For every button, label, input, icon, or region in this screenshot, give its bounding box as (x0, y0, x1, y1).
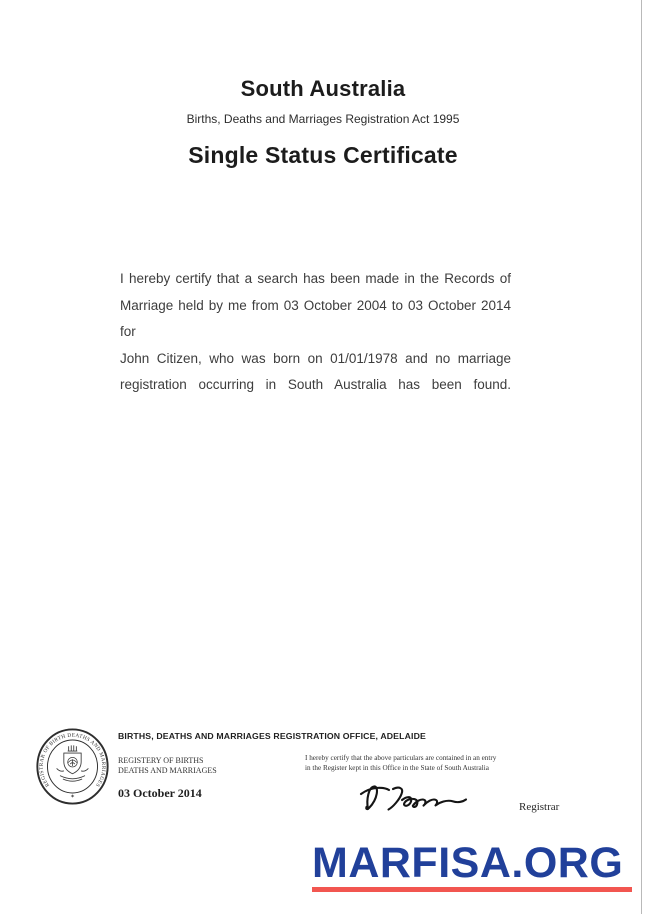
certify-note (305, 754, 496, 773)
brand-logo (312, 841, 634, 892)
brand-wordmark: MARFISA.ORG (312, 839, 624, 887)
office-heading: BIRTHS, DEATHS AND MARRIAGES REGISTRATION OFFICE, ADELAIDE (118, 731, 426, 741)
certificate-body-line: John Citizen, who was born on 01/01/1978 and no marriage (120, 350, 511, 366)
registry-name-line: REGISTERY OF BIRTHS (118, 756, 204, 765)
registrar-signature-icon (356, 777, 484, 819)
registrar-signature-text (0, 0, 1, 1)
seal-banner-ornament (60, 776, 85, 782)
registry-name (118, 756, 217, 775)
brand-underline (312, 887, 632, 892)
registrar-label: Registrar (519, 801, 560, 813)
registry-name-line: DEATHS AND MARRIAGES (118, 765, 217, 775)
certificate-body-line: I hereby certify that a search has been made in the Records of (120, 271, 511, 286)
seal-star-icon: ✶ (70, 793, 75, 800)
registrar-seal-icon (34, 725, 111, 808)
certificate-body-line: Marriage held by me from 03 October 2004 to 03 October 2014 for (120, 297, 511, 339)
page-edge-divider (641, 0, 642, 914)
coat-of-arms-icon (57, 745, 89, 781)
certify-note-line: in the Register kept in this Office in the State of South Australia (305, 763, 489, 772)
certificate-body-line: registration occurring in South Australia has been found. (120, 377, 511, 392)
certificate-body (120, 266, 511, 399)
seal-ring-text: REGISTRAR OF BIRTH DEATHS AND MARRIAGES (38, 732, 107, 788)
certify-note-line: I hereby certify that the above particulars are contained in an entry (305, 754, 497, 762)
certificate-title: Single Status Certificate (188, 142, 458, 168)
region-title: South Australia (240, 76, 406, 101)
crown-icon (68, 745, 78, 751)
issue-date: 03 October 2014 (118, 786, 202, 800)
act-subtitle: Births, Deaths and Marriages Registration Act 1995 (186, 112, 460, 126)
